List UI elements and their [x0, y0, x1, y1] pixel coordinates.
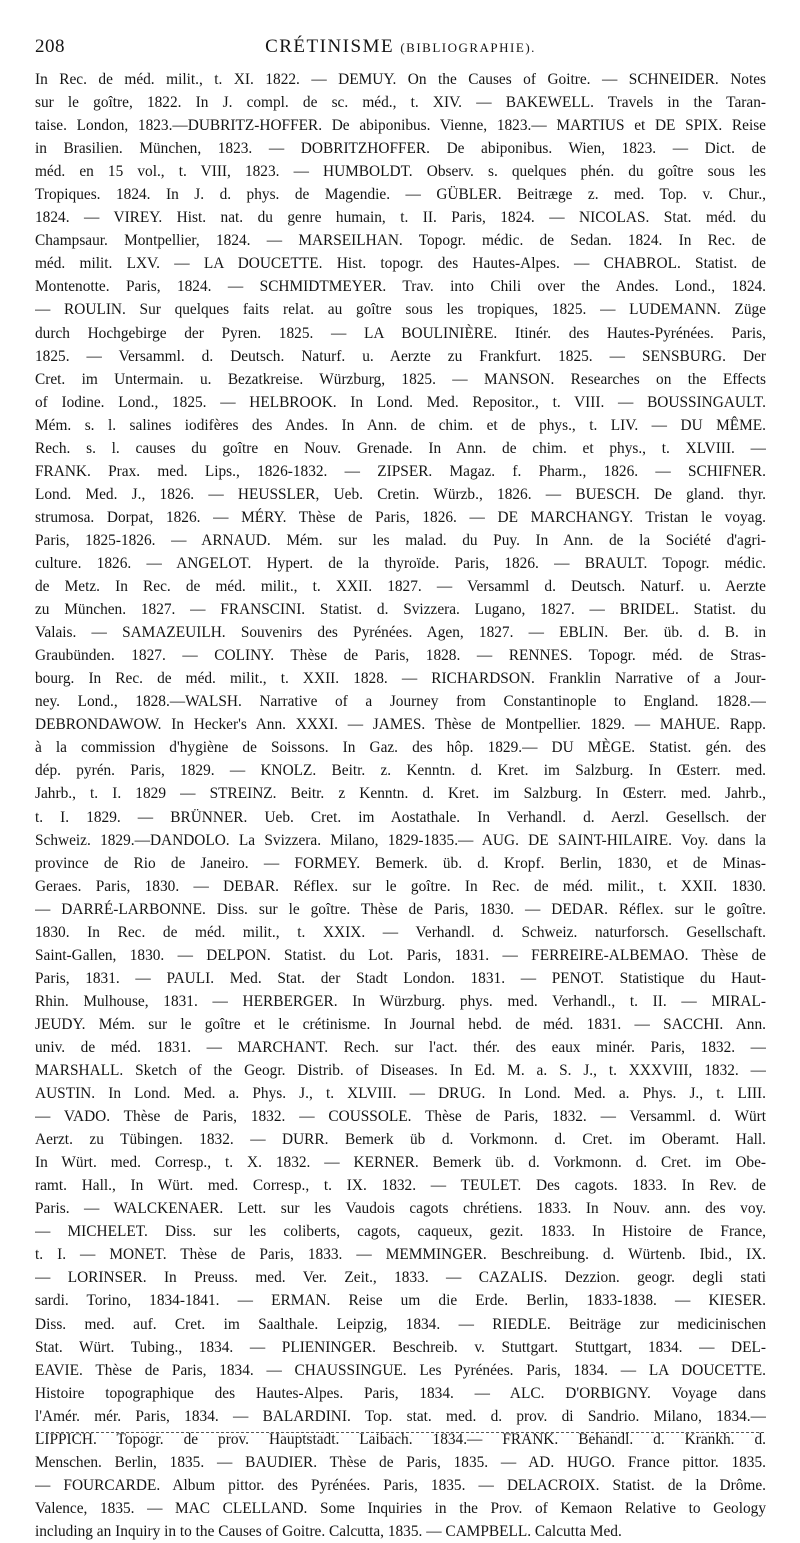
- text-line: Paris, 1825-1826. — ARNAUD. Mém. sur les malad. du Puy. In Ann. de la Société d'agri-: [35, 531, 766, 549]
- text-line: Menschen. Berlin, 1835. — BAUDIER. Thèse de Paris, 1835. — AD. HUGO. France pittor. 1835.: [35, 1453, 766, 1471]
- text-line: méd. en 15 vol., t. VIII, 1823. — HUMBOLDT. Observ. s. quelques phén. du goître sous les: [35, 163, 766, 181]
- text-line: Schweiz. 1829.—DANDOLO. La Svizzera. Milano, 1829-1835.— AUG. DE SAINT-HILAIRE. Voy. dans la: [35, 831, 766, 849]
- text-line: ramt. Hall., In Würt. med. Corresp., t. IX. 1832. — TEULET. Des cagots. 1833. In Rev. de: [35, 1177, 766, 1195]
- text-line: Rhin. Mulhouse, 1831. — HERBERGER. In Würzburg. phys. med. Verhandl., t. II. — MIRAL-: [35, 992, 766, 1010]
- text-line: t. I. — MONET. Thèse de Paris, 1833. — MEMMINGER. Beschreibung. d. Würtenb. Ibid., IX.: [35, 1246, 766, 1264]
- text-line: MARSHALL. Sketch of the Geogr. Distrib. of Diseases. In Ed. M. a. S. J., t. XXXVIII, 1832. —: [35, 1062, 766, 1080]
- text-line: l'Amér. mér. Paris, 1834. — BALARDINI. Top. stat. med. d. prov. di Sandrio. Milano, 1834.—: [35, 1407, 766, 1425]
- text-line: province de Rio de Janeiro. — FORMEY. Bemerk. üb. d. Kropf. Berlin, 1830, et de Minas-: [35, 854, 766, 872]
- text-line: 1830. In Rec. de méd. milit., t. XXIX. — Verhandl. d. Schweiz. naturforsch. Gesellschaft.: [35, 923, 766, 941]
- text-line: Graubünden. 1827. — COLINY. Thèse de Paris, 1828. — RENNES. Topogr. méd. de Stras-: [35, 647, 766, 665]
- text-line: 1824. — VIREY. Hist. nat. du genre humain, t. II. Paris, 1824. — NICOLAS. Stat. méd. du: [35, 209, 766, 227]
- text-line: — FOURCARDE. Album pittor. des Pyrénées. Paris, 1835. — DELACROIX. Statist. de la Drôme.: [35, 1476, 766, 1494]
- text-line: sardi. Torino, 1834-1841. — ERMAN. Reise um die Erde. Berlin, 1833-1838. — KIESER.: [35, 1292, 766, 1310]
- text-line: 1825. — Versamml. d. Deutsch. Naturf. u. Aerzte zu Frankfurt. 1825. — SENSBURG. Der: [35, 347, 766, 365]
- text-line: of Iodine. Lond., 1825. — HELBROOK. In Lond. Med. Repositor., t. VIII. — BOUSSINGAULT.: [35, 393, 766, 411]
- text-line: zu München. 1827. — FRANSCINI. Statist. d. Svizzera. Lugano, 1827. — BRIDEL. Statist. du: [35, 601, 766, 619]
- footer-rule: [36, 1432, 764, 1433]
- text-line: LIPPICH. Topogr. de prov. Hauptstadt. Laibach. 1834.— FRANK. Behandl. d. Krankh. d.: [35, 1430, 766, 1448]
- text-line: including an Inquiry in to the Causes of Goitre. Calcutta, 1835. — CAMPBELL. Calcutta Med.: [35, 1522, 622, 1540]
- text-line: univ. de méd. 1831. — MARCHANT. Rech. sur l'act. thér. des eaux minér. Paris, 1832. —: [35, 1038, 766, 1056]
- text-line: méd. milit. LXV. — LA DOUCETTE. Hist. topogr. des Hautes-Alpes. — CHABROL. Statist. de: [35, 255, 766, 273]
- text-line: Paris. — WALCKENAER. Lett. sur les Vaudois cagots chrétiens. 1833. In Nouv. ann. des voy.: [35, 1200, 766, 1218]
- running-title: [35, 34, 766, 61]
- text-line: EAVIE. Thèse de Paris, 1834. — CHAUSSINGUE. Les Pyrénées. Paris, 1834. — LA DOUCETTE.: [35, 1361, 766, 1379]
- text-line: In Rec. de méd. milit., t. XI. 1822. — DEMUY. On the Causes of Goitre. — SCHNEIDER. Notes: [35, 71, 766, 88]
- text-line: t. I. 1829. — BRÜNNER. Ueb. Cret. im Aostathale. In Verhandl. d. Aerzl. Gesellsch. der: [35, 808, 766, 826]
- text-line: — ROULIN. Sur quelques faits relat. au goître sous les tropiques, 1825. — LUDEMANN. Züge: [35, 301, 766, 319]
- text-line: Lond. Med. J., 1826. — HEUSSLER, Ueb. Cretin. Würzb., 1826. — BUESCH. De gland. thyr.: [35, 485, 766, 503]
- text-line: — MICHELET. Diss. sur les coliberts, cagots, caqueux, gezit. 1833. In Histoire de France,: [35, 1223, 766, 1241]
- running-title-main: CRÉTINISME: [265, 36, 395, 57]
- text-line: in Brasilien. München, 1823. — DOBRITZHOFFER. De abiponibus. Wien, 1823. — Dict. de: [35, 140, 766, 158]
- text-line: Montenotte. Paris, 1824. — SCHMIDTMEYER. Trav. into Chili over the Andes. Lond., 1824.: [35, 278, 766, 296]
- running-title-subtitle: (BIBLIOGRAPHIE).: [400, 40, 536, 55]
- text-line: AUSTIN. In Lond. Med. a. Phys. J., t. XLVIII. — DRUG. In Lond. Med. a. Phys. J., t. LIII.: [35, 1085, 766, 1103]
- text-line: JEUDY. Mém. sur le goître et le crétinisme. In Journal hebd. de méd. 1831. — SACCHI. Ann.: [35, 1015, 766, 1033]
- text-line: culture. 1826. — ANGELOT. Hypert. de la thyroïde. Paris, 1826. — BRAULT. Topogr. médic.: [35, 554, 766, 572]
- text-line: strumosa. Dorpat, 1826. — MÉRY. Thèse de Paris, 1826. — DE MARCHANGY. Tristan le voyag.: [35, 508, 766, 526]
- text-line: Jahrb., t. I. 1829 — STREINZ. Beitr. z Kenntn. d. Kret. im Salzburg. In Œsterr. med. Jahrb.,: [35, 785, 766, 803]
- text-line: Tropiques. 1824. In J. d. phys. de Magendie. — GÜBLER. Beitræge z. med. Top. v. Chur.,: [35, 186, 766, 204]
- text-line: Cret. im Untermain. u. Bezatkreise. Würzburg, 1825. — MANSON. Researches on the Effects: [35, 370, 766, 388]
- text-line: de Metz. In Rec. de méd. milit., t. XXII. 1827. — Versamml d. Deutsch. Naturf. u. Aerzte: [35, 578, 766, 596]
- text-line: Stat. Würt. Tubing., 1834. — PLIENINGER. Beschreib. v. Stuttgart. Stuttgart, 1834. — DEL-: [35, 1338, 766, 1356]
- text-line: ney. Lond., 1828.—WALSH. Narrative of a Journey from Constantinople to England. 1828.—: [35, 693, 766, 711]
- text-line: Mém. s. l. salines iodifères des Andes. In Ann. de chim. et de phys., t. LIV. — DU MÊME.: [35, 416, 766, 434]
- text-line: taise. London, 1823.—DUBRITZ-HOFFER. De abiponibus. Vienne, 1823.— MARTIUS et DE SPIX. Reise: [35, 117, 766, 135]
- text-line: bourg. In Rec. de méd. milit., t. XXII. 1828. — RICHARDSON. Franklin Narrative of a Jour-: [35, 670, 766, 688]
- text-line: Valence, 1835. — MAC CLELLAND. Some Inquiries in the Prov. of Kemaon Relative to Geology: [35, 1499, 766, 1517]
- text-line: dép. pyrén. Paris, 1829. — KNOLZ. Beitr. z. Kenntn. d. Kret. im Salzburg. In Œsterr. med.: [35, 762, 766, 780]
- text-line: Paris, 1831. — PAULI. Med. Stat. der Stadt London. 1831. — PENOT. Statistique du Haut-: [35, 969, 766, 987]
- page-number: 208: [35, 36, 65, 57]
- text-line: In Würt. med. Corresp., t. X. 1832. — KERNER. Bemerk üb. d. Vorkmonn. d. Cret. im Obe-: [35, 1154, 766, 1172]
- text-line: Champsaur. Montpellier, 1824. — MARSEILHAN. Topogr. médic. de Sedan. 1824. In Rec. de: [35, 232, 766, 250]
- text-line: — LORINSER. In Preuss. med. Ver. Zeit., 1833. — CAZALIS. Dezzion. geogr. degli stati: [35, 1269, 766, 1287]
- text-line: Aerzt. zu Tübingen. 1832. — DURR. Bemerk üb d. Vorkmonn. d. Cret. im Oberamt. Hall.: [35, 1131, 766, 1149]
- text-line: Histoire topographique des Hautes-Alpes. Paris, 1834. — ALC. D'ORBIGNY. Voyage dans: [35, 1384, 766, 1402]
- text-line: Rech. s. l. causes du goître en Nouv. Grenade. In Ann. de chim. et phys., t. XLVIII. —: [35, 439, 766, 457]
- text-line: à la commission d'hygiène de Soissons. In Gaz. des hôp. 1829.— DU MÈGE. Statist. gén. des: [35, 739, 766, 757]
- text-line: Geraes. Paris, 1830. — DEBAR. Réflex. sur le goître. In Rec. de méd. milit., t. XXII. 1830.: [35, 877, 766, 895]
- text-line: — VADO. Thèse de Paris, 1832. — COUSSOLE. Thèse de Paris, 1832. — Versamml. d. Würt: [35, 1108, 766, 1126]
- text-line: durch Hochgebirge der Pyren. 1825. — LA BOULINIÈRE. Itinér. des Hautes-Pyrénées. Paris,: [35, 324, 766, 342]
- text-line: DEBRONDAWOW. In Hecker's Ann. XXXI. — JAMES. Thèse de Montpellier. 1829. — MAHUE. Rapp.: [35, 716, 766, 734]
- text-line: sur le goître, 1822. In J. compl. de sc. méd., t. XIV. — BAKEWELL. Travels in the Taran-: [35, 94, 766, 112]
- text-line: FRANK. Prax. med. Lips., 1826-1832. — ZIPSER. Magaz. f. Pharm., 1826. — SCHIFNER.: [35, 462, 766, 480]
- text-line: Diss. med. auf. Cret. im Saalthale. Leipzig, 1834. — RIEDLE. Beiträge zur medicinischen: [35, 1315, 766, 1333]
- text-line: Valais. — SAMAZEUILH. Souvenirs des Pyrénées. Agen, 1827. — EBLIN. Ber. üb. d. B. in: [35, 624, 766, 642]
- text-line: — DARRÉ-LARBONNE. Diss. sur le goître. Thèse de Paris, 1830. — DEDAR. Réflex. sur le goître.: [35, 900, 766, 918]
- text-line: Saint-Gallen, 1830. — DELPON. Statist. du Lot. Paris, 1831. — FERREIRE-ALBEMAO. Thèse de: [35, 946, 766, 964]
- bibliography-body: [35, 68, 766, 1543]
- page-header: [35, 34, 766, 60]
